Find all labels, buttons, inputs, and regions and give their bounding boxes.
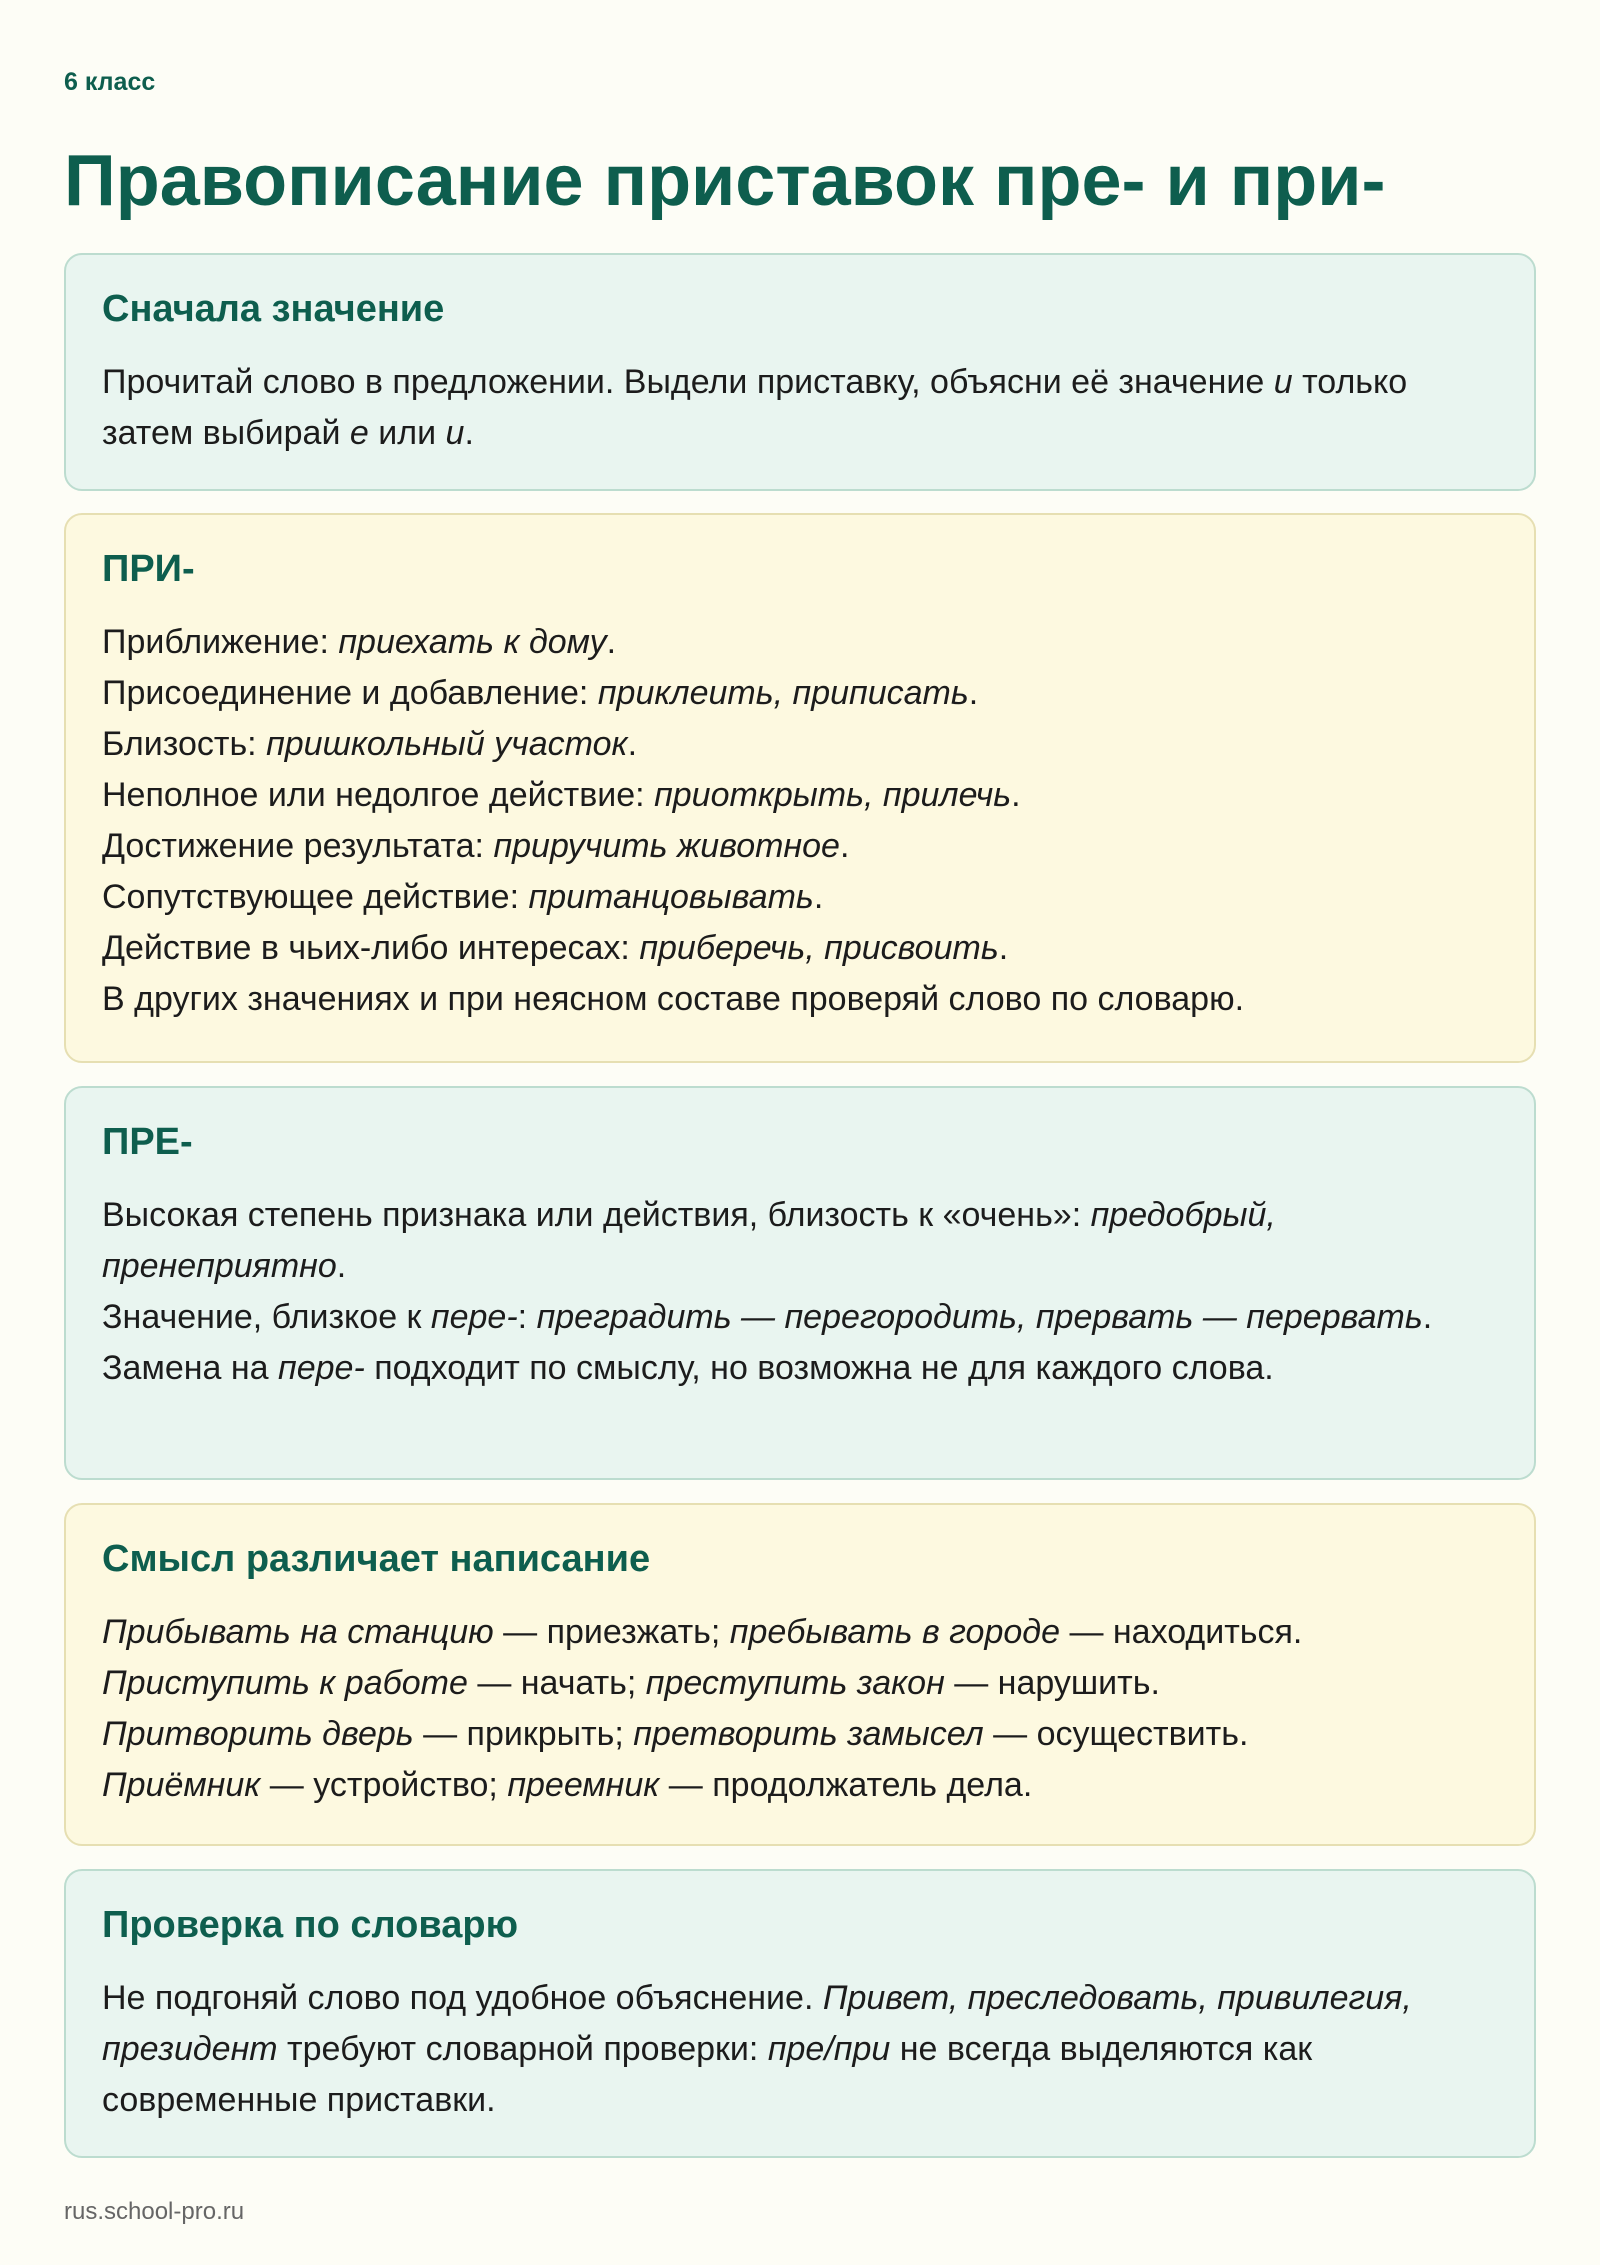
word-pair-line [102, 1607, 1498, 1658]
page-title: Правописание приставок пре- и при- [64, 141, 1386, 221]
pre-card [64, 1086, 1536, 1480]
dictionary-card-heading: Проверка по словарю [102, 1904, 519, 1946]
rule-text: Действие в чьих-либо интересах: [102, 928, 640, 967]
rule-text: Высокая степень признака или действия, близость к «очень»: [102, 1195, 1091, 1234]
word-example: Притворить дверь [102, 1714, 414, 1753]
pri-rule-last-line: В других значениях и при неясном составе проверяй слово по словарю. [102, 979, 1245, 1018]
rule-text: Близость: [102, 724, 267, 763]
rule-text: подходит по смыслу, но возможна не для каждого слова. [364, 1348, 1274, 1387]
word-example: пребывать в городе [729, 1612, 1060, 1651]
rule-text: Присоединение и добавление: [102, 673, 598, 712]
rule-end: . [998, 928, 1009, 967]
word-meaning: — устройство; [260, 1765, 508, 1804]
pre-rule-line [102, 1292, 1498, 1343]
pri-card [64, 513, 1536, 1063]
rule-example: приклеить, приписать [597, 673, 969, 712]
rule-text: : [517, 1297, 537, 1336]
prefix-example: пере- [278, 1348, 365, 1387]
word-example: претворить замысел [633, 1714, 984, 1753]
rule-end: . [606, 622, 617, 661]
word-example: преемник [507, 1765, 660, 1804]
word-pair-line [102, 1760, 1498, 1811]
rule-example: предобрый, пренеприятно [102, 1195, 1276, 1285]
word-meaning: — приезжать; [493, 1612, 730, 1651]
word-meaning: — продолжатель дела. [659, 1765, 1033, 1804]
rule-example: пришкольный участок [266, 724, 628, 763]
pri-rule-line [102, 770, 1498, 821]
italic-fragment: е [349, 413, 369, 452]
word-example: преступить закон [645, 1663, 945, 1702]
word-meaning: — прикрыть; [413, 1714, 634, 1753]
rule-end: . [1422, 1297, 1433, 1336]
rule-example: пританцовывать [528, 877, 814, 916]
rule-text: Сопутствующее действие: [102, 877, 529, 916]
text-fragment: только затем выбирай [102, 362, 1408, 452]
italic-fragment: и [1273, 362, 1293, 401]
word-pair-line [102, 1709, 1498, 1760]
text-fragment: Не подгоняй слово под удобное объяснение. [102, 1978, 823, 2017]
rule-end: . [968, 673, 979, 712]
pre-rule-line [102, 1190, 1498, 1292]
meaning-card-heading: Сначала значение [102, 288, 445, 330]
rule-end: . [1011, 775, 1021, 814]
pre-rule-line [102, 1343, 1498, 1394]
word-example: Привет, преследовать, привилегия, президент [102, 1978, 1412, 2068]
rule-end: . [336, 1246, 347, 1285]
text-fragment: . [464, 413, 474, 452]
rule-text: Приближение: [102, 622, 339, 661]
rule-end: . [813, 877, 824, 916]
prefix-example: пере- [430, 1297, 518, 1336]
meaning-card-text [102, 357, 1498, 459]
rule-example: приберечь, присвоить [639, 928, 999, 967]
pri-rule-line [102, 617, 1498, 668]
rule-example: преградить — перегородить, прервать — перервать [536, 1297, 1423, 1336]
word-meaning: — осуществить. [983, 1714, 1249, 1753]
word-example: Приёмник [102, 1765, 261, 1804]
pri-rule-line [102, 668, 1498, 719]
grade-label: 6 класс [64, 68, 156, 96]
footer-site: rus.school-pro.ru [64, 2198, 245, 2225]
word-example: Приступить к работе [102, 1663, 468, 1702]
rule-example: приехать к дому [338, 622, 607, 661]
word-example: Прибывать на станцию [102, 1612, 494, 1651]
text-fragment: Прочитай слово в предложении. Выдели приставку, объясни её значение [102, 362, 1274, 401]
text-fragment: не всегда выделяются как современные приставки. [102, 2029, 1313, 2119]
meaning-card [64, 253, 1536, 491]
word-pair-line [102, 1658, 1498, 1709]
pri-rule-line [102, 872, 1498, 923]
pre-card-heading: ПРЕ- [102, 1121, 193, 1163]
rule-text: Замена на [102, 1348, 278, 1387]
italic-fragment: и [445, 413, 465, 452]
rule-text: Достижение результата: [102, 826, 494, 865]
sense-card [64, 1503, 1536, 1846]
rule-example: приоткрыть, прилечь [654, 775, 1012, 814]
text-fragment: требуют словарной проверки: [277, 2029, 768, 2068]
rule-text: Неполное или недолгое действие: [102, 775, 655, 814]
rule-text: Значение, близкое к [102, 1297, 431, 1336]
sense-card-heading: Смысл различает написание [102, 1538, 651, 1580]
rule-end: . [839, 826, 850, 865]
pri-rule-line [102, 923, 1498, 974]
dictionary-card-text [102, 1973, 1498, 2126]
dictionary-card [64, 1869, 1536, 2158]
pri-rule-line [102, 719, 1498, 770]
rule-end: . [627, 724, 638, 763]
word-meaning: — находиться. [1060, 1612, 1303, 1651]
pri-card-heading: ПРИ- [102, 548, 195, 590]
prefix-example: пре/при [767, 2029, 891, 2068]
rule-example: приручить животное [493, 826, 840, 865]
word-meaning: — начать; [467, 1663, 646, 1702]
pri-rule-line [102, 821, 1498, 872]
word-meaning: — нарушить. [944, 1663, 1160, 1702]
text-fragment: или [368, 413, 446, 452]
